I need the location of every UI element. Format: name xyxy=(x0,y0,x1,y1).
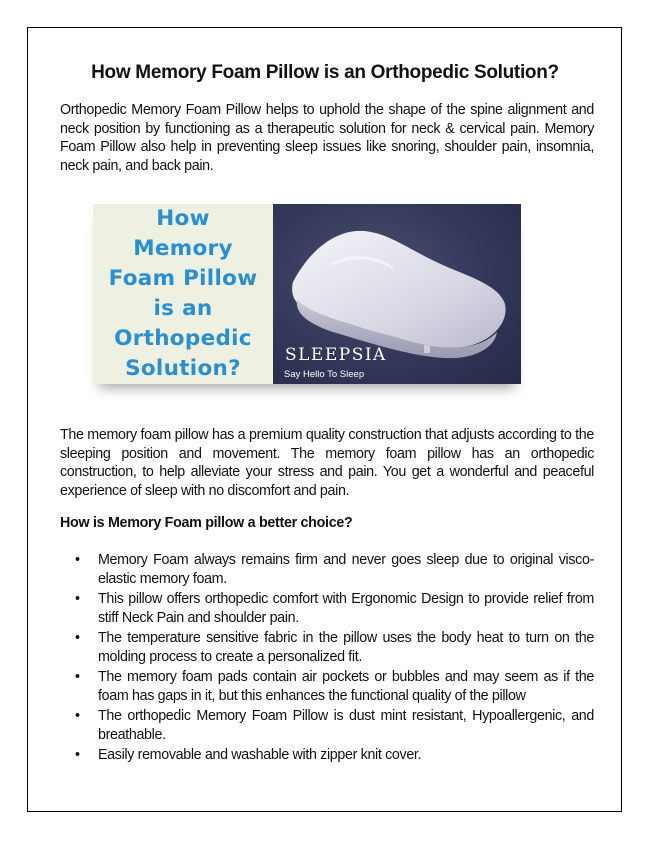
bullet-icon: • xyxy=(75,591,80,607)
pillow-photo xyxy=(273,204,521,384)
banner-headline-line: is an xyxy=(153,296,213,321)
list-item xyxy=(60,746,594,765)
list-item-text: Memory Foam always remains firm and never goes sleep due to original visco-elastic memory foam. xyxy=(98,552,594,587)
bullet-icon: • xyxy=(75,747,80,763)
benefits-list xyxy=(60,551,594,767)
banner-headline-line: Orthopedic xyxy=(114,326,252,351)
list-item-text: The orthopedic Memory Foam Pillow is dust mint resistant, Hypoallergenic, and breathable. xyxy=(98,708,594,743)
bullet-icon: • xyxy=(75,708,80,724)
banner-headline-line: Foam Pillow xyxy=(108,266,258,291)
list-item xyxy=(60,590,594,627)
intro-paragraph: Orthopedic Memory Foam Pillow helps to uphold the shape of the spine alignment and neck position by functioning as a therapeutic solution for neck & cervical pain. Memory Foam Pillow also help in preventing sleep issues like snoring, shoulder pain, insomnia, neck pain, and back pain. xyxy=(60,102,594,174)
list-item xyxy=(60,668,594,705)
list-item-text: The memory foam pads contain air pockets or bubbles and may seem as if the foam has gaps in it, but this enhances the functional quality of the pillow xyxy=(98,669,594,704)
list-item-text: Easily removable and washable with zipper knit cover. xyxy=(98,747,422,763)
bullet-icon: • xyxy=(75,630,80,646)
page-title: How Memory Foam Pillow is an Orthopedic Solution? xyxy=(91,62,559,83)
banner-headline-line: Memory xyxy=(133,236,233,261)
brand-tagline: Say Hello To Sleep xyxy=(284,369,365,380)
banner-headline-line: Solution? xyxy=(125,356,241,381)
section-heading: How is Memory Foam pillow a better choice? xyxy=(60,515,353,531)
list-item-text: The temperature sensitive fabric in the pillow uses the body heat to turn on the molding process to create a personalized fit. xyxy=(98,630,594,665)
list-item xyxy=(60,551,594,588)
list-item-text: This pillow offers orthopedic comfort with Ergonomic Design to provide relief from stiff Neck Pain and shoulder pain. xyxy=(98,591,594,626)
banner-headline xyxy=(93,204,273,384)
list-item xyxy=(60,707,594,744)
bullet-icon: • xyxy=(75,669,80,685)
bullet-icon: • xyxy=(75,552,80,568)
brand-logo: SLEEPSIA xyxy=(285,345,387,365)
banner-headline-line: How xyxy=(156,206,210,231)
list-item xyxy=(60,629,594,666)
body-paragraph: The memory foam pillow has a premium quality construction that adjusts according to the sleeping position and movement. The memory foam pillow has an orthopedic construction, to help alleviate your stress and pain. You get a wonderful and peaceful experience of sleep with no discomfort and pain. xyxy=(60,427,594,499)
banner-image xyxy=(93,204,521,384)
